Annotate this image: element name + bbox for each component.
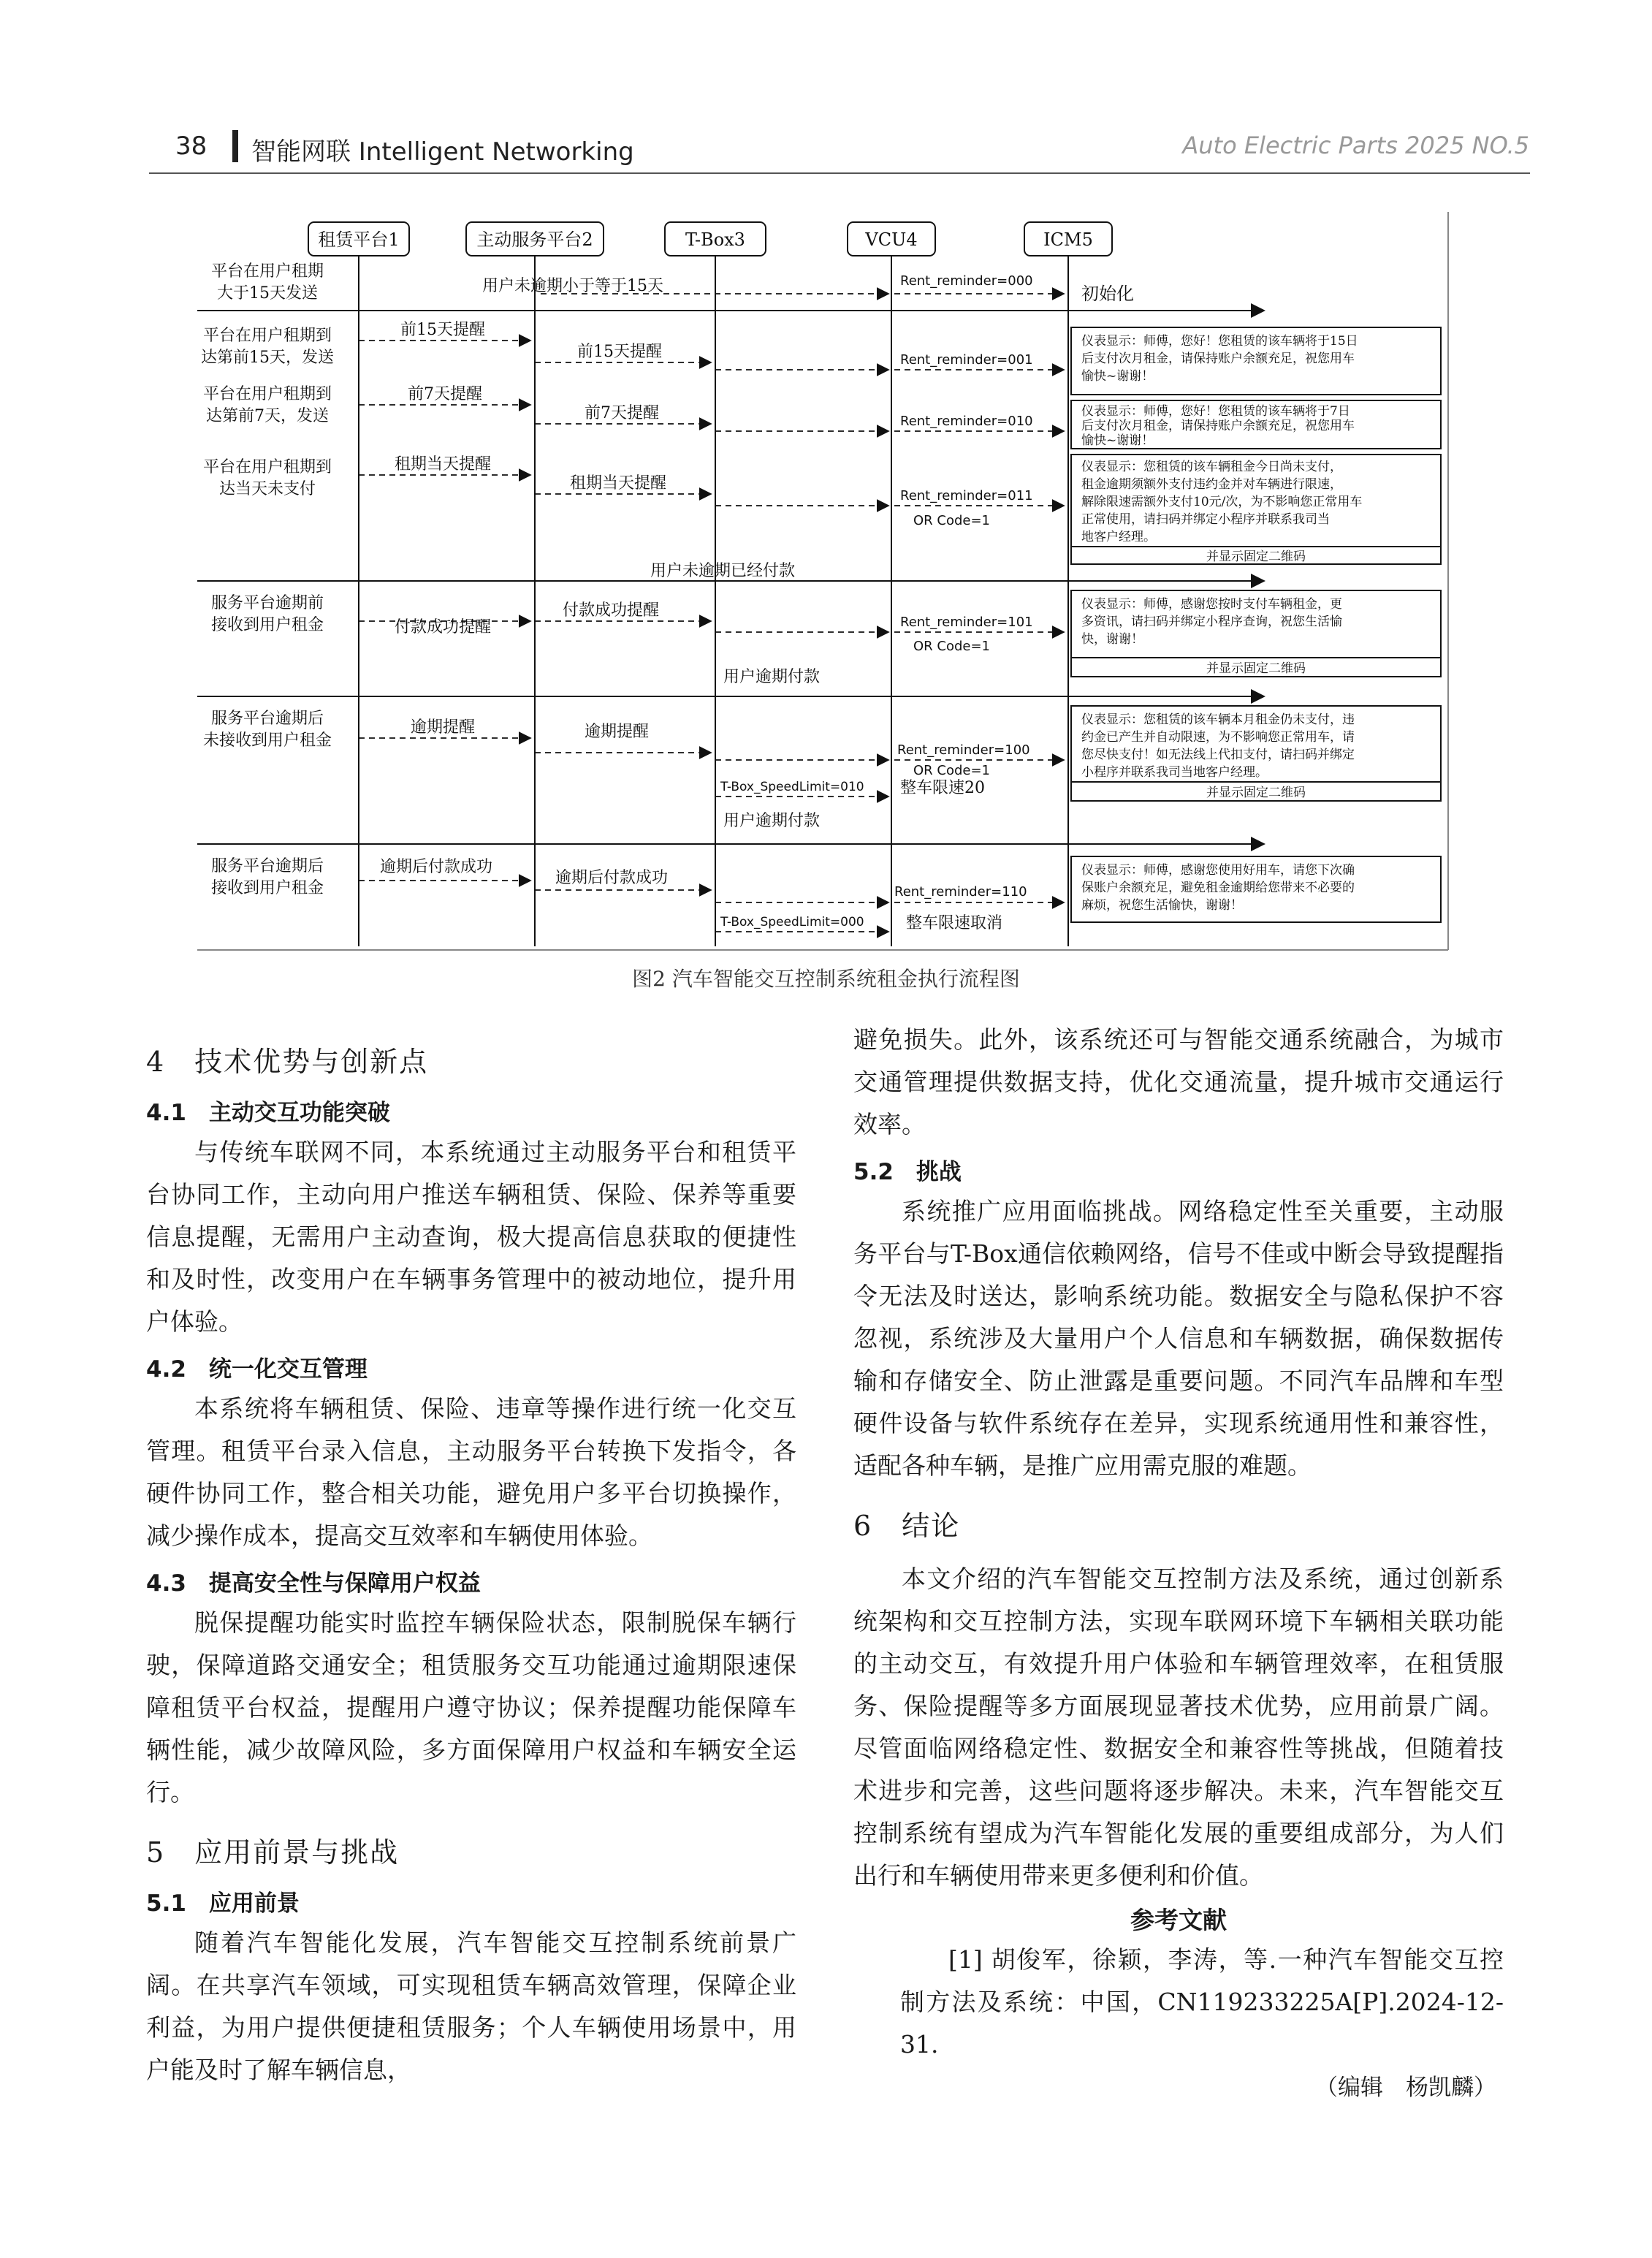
section-6-title: 6 结论 xyxy=(853,1510,961,1542)
section-5-2-text: 系统推广应用面临挑战。网络稳定性至关重要，主动服务平台与T-Box通信依赖网络，信号不佳或中断会导致提醒指令无法及时送达，影响系统功能。数据安全与隐私保护不容忽视，系统涉及大量用户个人信息和车辆数据，确保数据传输和存储安全、防止泄露是重要问题。不同汽车品牌和车型硬件设备与软件系统存在差异，实现系统通用性和兼容性，适配各种车辆，是推广应用需克服的难题。 xyxy=(853,1197,1504,1480)
rent-flow-diagram xyxy=(197,212,1454,954)
msg-rent-011: Rent_reminder=011 xyxy=(900,488,1033,503)
msg-speedlimit-000: T-Box_SpeedLimit=000 xyxy=(720,915,864,930)
box4-l3: 快，谢谢！ xyxy=(1081,632,1143,647)
box3-qr: 并显示固定二维码 xyxy=(1206,550,1306,564)
box3-l3: 解除限速需额外支付10元/次，为不影响您正常用车 xyxy=(1081,495,1363,509)
box3-l5: 地客户经理。 xyxy=(1081,530,1156,544)
lane-label-4: VCU4 xyxy=(865,229,918,250)
msg-limit-cancel: 整车限速取消 xyxy=(906,914,1003,932)
cond-5-line2: 接收到用户租金 xyxy=(210,616,324,634)
msg-latepay-2: 逾期后付款成功 xyxy=(555,869,669,887)
cond-7-line1: 服务平台逾期后 xyxy=(210,857,324,875)
section-4-1-text: 与传统车联网不同，本系统通过主动服务平台和租赁平台协同工作，主动向用户推送车辆租赁、保险、保养等重要信息提醒，无需用户主动查询，极大提高信息获取的便捷性和及时性，改变用户在车辆事务管理中的被动地位，提升用户体验。 xyxy=(146,1138,796,1336)
section-5-1-text: 随着汽车智能化发展，汽车智能交互控制系统前景广阔。在共享汽车领域，可实现租赁车辆高效管理，保障企业利益，为用户提供便捷租赁服务；个人车辆使用场景中，用户能及时了解车辆信息， xyxy=(146,1928,796,2084)
cond-7-line2: 接收到用户租金 xyxy=(210,879,324,897)
msg-rent-101: Rent_reminder=101 xyxy=(900,615,1033,630)
box5-qr: 并显示固定二维码 xyxy=(1206,786,1306,800)
section-5-2-title: 5.2 挑战 xyxy=(853,1159,962,1185)
cond-1-line1: 平台在用户租期 xyxy=(210,262,324,281)
page-number: 38 xyxy=(175,132,208,161)
msg-7d-1: 前7天提醒 xyxy=(408,385,482,403)
lane-label-1: 租赁平台1 xyxy=(318,229,400,250)
cond-3-line2: 达第前7天，发送 xyxy=(206,407,329,425)
box5-l3: 您尽快支付！如无法线上代扣支付，请扫码并绑定 xyxy=(1081,748,1355,762)
section-5-title: 5 应用前景与挑战 xyxy=(146,1836,400,1869)
section-4-3-text: 脱保提醒功能实时监控车辆保险状态，限制脱保车辆行驶，保障道路交通安全；租赁服务交互功能通过逾期限速保障租赁平台权益，提醒用户遵守协议；保养提醒功能保障车辆性能，减少故障风险，多方面保障用户权益和车辆安全运行。 xyxy=(146,1608,796,1806)
msg-overdue-pay-1: 用户逾期付款 xyxy=(723,668,821,686)
cond-4-line1: 平台在用户租期到 xyxy=(202,458,332,476)
lane-label-3: T-Box3 xyxy=(685,229,745,250)
msg-limit-20: 整车限速20 xyxy=(900,779,985,797)
msg-15d-1: 前15天提醒 xyxy=(400,321,485,339)
msg-due-2: 租期当天提醒 xyxy=(570,474,667,493)
reference-1: [1] 胡俊军，徐颖，李涛，等.一种汽车智能交互控制方法及系统：中国，CN119233225A[P].2024-12-31. xyxy=(900,1945,1504,2059)
left-column xyxy=(146,1023,796,2091)
msg-rent-110: Rent_reminder=110 xyxy=(894,884,1027,900)
lane-label-2: 主动服务平台2 xyxy=(476,229,593,250)
box1-l1: 仪表显示：师傅，您好！您租赁的该车辆将于15日 xyxy=(1081,334,1358,349)
msg-overdue-1: 逾期提醒 xyxy=(411,718,476,737)
msg-rent-100: Rent_reminder=100 xyxy=(897,742,1030,758)
msg-init: 初始化 xyxy=(1081,284,1134,304)
msg-7d-2: 前7天提醒 xyxy=(585,404,659,422)
msg-qr-1: OR Code=1 xyxy=(913,513,991,528)
box5-l1: 仪表显示：您租赁的该车辆本月租金仍未支付，违 xyxy=(1081,712,1355,727)
section-5-1-title: 5.1 应用前景 xyxy=(146,1890,300,1917)
box3-l4: 正常使用，请扫码并绑定小程序并联系我司当 xyxy=(1081,512,1330,527)
header-rule xyxy=(149,172,1530,174)
msg-paysuccess-1: 付款成功提醒 xyxy=(395,618,492,636)
cond-2-line1: 平台在用户租期到 xyxy=(202,327,332,345)
msg-qr-2: OR Code=1 xyxy=(913,639,991,654)
box6-l3: 麻烦，祝您生活愉快，谢谢！ xyxy=(1081,898,1243,913)
cond-6-line1: 服务平台逾期后 xyxy=(210,710,324,728)
box4-l2: 多资讯，请扫码并绑定小程序查询，祝您生活愉 xyxy=(1081,615,1342,629)
section-4-2-title: 4.2 统一化交互管理 xyxy=(146,1356,368,1383)
section-6-text: 本文介绍的汽车智能交互控制方法及系统，通过创新系统架构和交互控制方法，实现车联网环境下车辆相关联功能的主动交互，有效提升用户体验和车辆管理效率，在租赁服务、保险提醒等多方面展现显著技术优势，应用前景广阔。尽管面临网络稳定性、数据安全和兼容性等挑战，但随着技术进步和完善，这些问题将逐步解决。未来，汽车智能交互控制系统有望成为汽车智能化发展的重要组成部分，为人们出行和车辆使用带来更多便利和价值。 xyxy=(853,1565,1504,1890)
msg-paysuccess-2: 付款成功提醒 xyxy=(563,601,660,620)
lane-header-4 xyxy=(848,222,935,256)
cond-1-line2: 大于15天发送 xyxy=(217,284,318,303)
section-4-title: 4 技术优势与创新点 xyxy=(146,1046,429,1078)
cond-3-line1: 平台在用户租期到 xyxy=(202,385,332,403)
journal-section: 智能网联 Intelligent Networking xyxy=(251,137,634,167)
msg-due-1: 租期当天提醒 xyxy=(395,455,492,474)
box3-l1: 仪表显示：您租赁的该车辆租金今日尚未支付， xyxy=(1081,460,1342,474)
lane-header-2 xyxy=(466,222,604,256)
cond-4-line2: 达当天未支付 xyxy=(218,480,316,498)
cond-5-line1: 服务平台逾期前 xyxy=(210,594,324,612)
header-divider-bar xyxy=(232,130,238,162)
box1-l2: 后支付次月租金，请保持账户余额充足，祝您用车 xyxy=(1081,351,1355,366)
lane-header-5 xyxy=(1024,222,1112,256)
references-title: 参考文献 xyxy=(1130,1906,1227,1934)
box2-l3: 愉快~谢谢！ xyxy=(1081,433,1154,448)
box1-l3: 愉快~谢谢！ xyxy=(1081,369,1154,384)
msg-rent-000: Rent_reminder=000 xyxy=(900,273,1033,289)
right-column xyxy=(853,1023,1504,2102)
msg-paid-ontime: 用户未逾期已经付款 xyxy=(650,562,796,580)
section-4-2-text: 本系统将车辆租赁、保险、违章等操作进行统一化交互管理。租赁平台录入信息，主动服务平台转换下发指令，各硬件协同工作，整合相关功能，避免用户多平台切换操作，减少操作成本，提高交互效率和车辆使用体验。 xyxy=(146,1394,796,1550)
section-4-1-title: 4.1 主动交互功能突破 xyxy=(146,1100,390,1126)
msg-rent-001: Rent_reminder=001 xyxy=(900,352,1033,368)
box5-l4: 小程序并联系我司当地客户经理。 xyxy=(1081,765,1268,780)
msg-qr-3: OR Code=1 xyxy=(913,763,991,778)
msg-15d-2: 前15天提醒 xyxy=(577,343,662,361)
lane-label-5: ICM5 xyxy=(1043,229,1093,250)
box4-l1: 仪表显示：师傅，感谢您按时支付车辆租金，更 xyxy=(1081,597,1342,612)
lane-header-1 xyxy=(308,222,409,256)
msg-overdue-pay-2: 用户逾期付款 xyxy=(723,812,821,830)
msg-latepay-1: 逾期后付款成功 xyxy=(380,858,493,876)
msg-speedlimit-010: T-Box_SpeedLimit=010 xyxy=(720,780,864,794)
box2-l2: 后支付次月租金，请保持账户余额充足，祝您用车 xyxy=(1081,419,1355,433)
figure-caption: 图2 汽车智能交互控制系统租金执行流程图 xyxy=(632,967,1020,991)
box2-l1: 仪表显示：师傅，您好！您租赁的该车辆将于7日 xyxy=(1081,404,1350,419)
msg-rent-010: Rent_reminder=010 xyxy=(900,414,1033,429)
editor-credit: （编辑 杨凯麟） xyxy=(1315,2075,1496,2101)
journal-issue: Auto Electric Parts 2025 NO.5 xyxy=(1182,132,1529,159)
box3-l2: 租金逾期须额外支付违约金并对车辆进行限速， xyxy=(1081,477,1342,492)
cond-6-line2: 未接收到用户租金 xyxy=(202,731,332,750)
section-4-3-title: 4.3 提高安全性与保障用户权益 xyxy=(146,1570,481,1597)
msg-overdue-le15: 用户未逾期小于等于15天 xyxy=(482,277,663,295)
box6-l1: 仪表显示：师傅，感谢您使用好用车，请您下次确 xyxy=(1081,863,1355,878)
cond-2-line2: 达第前15天，发送 xyxy=(201,349,334,367)
box5-l2: 约金已产生并自动限速，为不影响您正常用车，请 xyxy=(1081,730,1355,745)
section-5-1-continued: 避免损失。此外，该系统还可与智能交通系统融合，为城市交通管理提供数据支持，优化交通流量，提升城市交通运行效率。 xyxy=(853,1025,1504,1138)
lane-header-3 xyxy=(665,222,766,256)
msg-overdue-2: 逾期提醒 xyxy=(585,723,650,741)
box4-qr: 并显示固定二维码 xyxy=(1206,661,1306,676)
box6-l2: 保账户余额充足，避免租金逾期给您带来不必要的 xyxy=(1081,881,1355,895)
